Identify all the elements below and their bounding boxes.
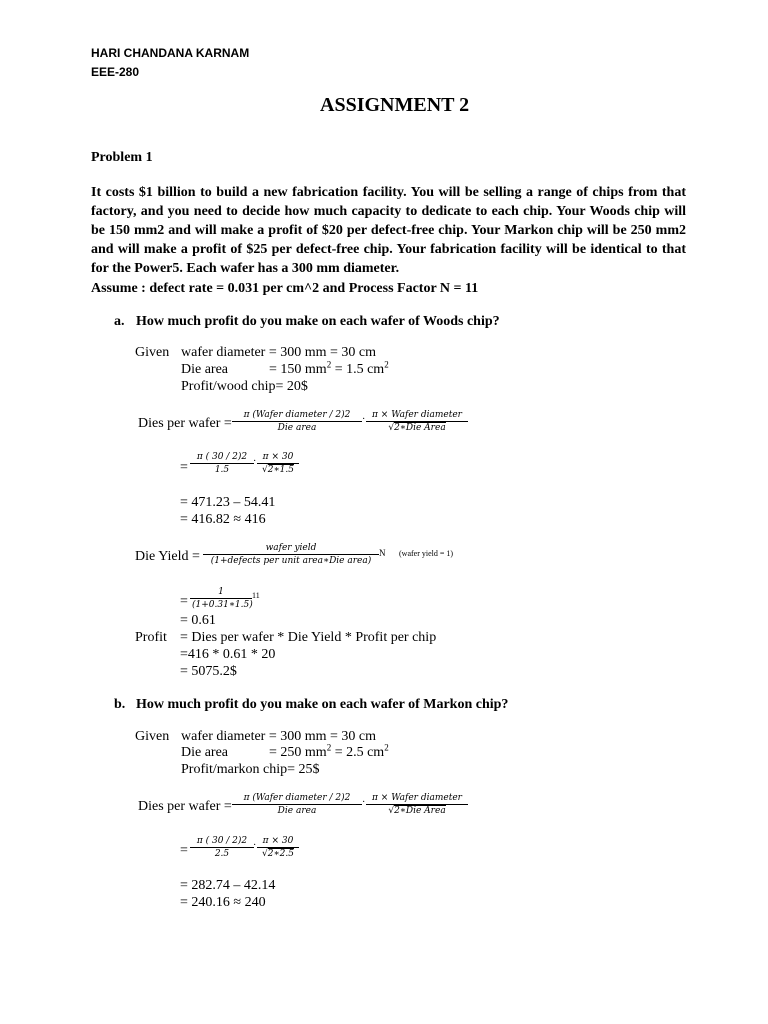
sub-fraction-1-b: $\frac{\pi ( 30 / 2)2}{2.5}$ [190, 836, 254, 860]
course-code: EEE-280 [91, 65, 140, 79]
die-yield-label: Die Yield = [135, 549, 200, 564]
yield-sub-equals: = [180, 594, 188, 609]
dpw-fraction-2-b: π × Wafer diameter √2∗Die Area [366, 793, 468, 817]
given-profit-b: Profit/markon chip= 25$ [181, 762, 320, 777]
die-yield-fraction: wafer yield (1+defects per unit area∗Die area) [203, 543, 379, 567]
page-title: ASSIGNMENT 2 [320, 94, 470, 116]
result-line-2-b: = 240.16 ≈ 240 [180, 895, 266, 910]
sub-dot: · [253, 456, 257, 467]
yield-sub-exponent: 11 [252, 591, 260, 600]
given-label: Given [135, 345, 170, 360]
profit-result: = 5075.2$ [180, 664, 237, 679]
given-profit: Profit/wood chip= 20$ [181, 379, 308, 394]
given-die-area-value: = 150 $mm^2 = 1.5$ $cm^2$ [269, 359, 389, 377]
part-b-question: How much profit do you make on each wafer of Markon chip? [136, 697, 509, 712]
dpw-dot-b: · [362, 797, 366, 808]
sub-fraction-1: $\frac{\pi ( 30 / 2)2}{1.5}$ [190, 452, 254, 476]
part-b-marker: b. [114, 697, 126, 712]
problem-heading: Problem 1 [91, 150, 153, 165]
given-die-area-label: Die area [181, 362, 229, 377]
dpw-fraction-1: π (Wafer diameter / 2)2 Die area [232, 410, 362, 434]
profit-substitution: =416 * 0.61 * 20 [180, 647, 276, 662]
profit-label: Profit [135, 630, 167, 645]
yield-sub-fraction: $\frac{1}{(1+0.31∗1.5)}$ [192, 587, 253, 610]
part-a-question: How much profit do you make on each wafer of Woods chip? [136, 314, 500, 329]
yield-result: = 0.61 [180, 613, 216, 628]
profit-formula: = Dies per wafer * Die Yield * Profit per chip [180, 630, 437, 645]
author-name: HARI CHANDANA KARNAM [91, 46, 250, 60]
given-wafer-diameter: wafer diameter = 300 mm = 30 cm [181, 345, 377, 360]
sub-fraction-2: $\frac{\pi \times 30}{√2∗1.5}$ [257, 452, 299, 476]
wafer-yield-note: (wafer yield = 1) [399, 549, 454, 558]
dies-per-wafer-label-b: Dies per wafer = [138, 799, 232, 814]
part-a-marker: a. [114, 314, 125, 329]
problem-statement: It costs $1 billion to build a new fabrication facility. You will be selling a range of chips from that factory, and you need to decide how much capacity to dedicate to each chip. Your Woods chip will be 150 mm2 and will make a profit of $20 per defect-free chip. Your Markon chip will be 250 mm2 and will make a profit of $25 per defect-free chip. Your fabrication facility will be identical to that for the Power5. Each wafer has a 300 mm diameter. [91, 185, 686, 276]
dpw-fraction-2: π × Wafer diameter √2∗Die Area [366, 410, 468, 434]
given-label-b: Given [135, 729, 170, 744]
sub-equals-b: = [180, 843, 188, 858]
sub-equals: = [180, 460, 188, 475]
result-line-1-b: = 282.74 – 42.14 [180, 878, 276, 893]
sub-dot-b: · [253, 840, 257, 851]
result-line-2: = 416.82 ≈ 416 [180, 512, 266, 527]
given-wafer-diameter-b: wafer diameter = 300 mm = 30 cm [181, 729, 377, 744]
dpw-dot: · [362, 414, 366, 425]
result-line-1: = 471.23 – 54.41 [180, 495, 276, 510]
dies-per-wafer-label: Dies per wafer = [138, 416, 232, 431]
given-die-area-label-b: Die area [181, 745, 229, 760]
assumptions: Assume : defect rate = 0.031 per cm^2 and Process Factor N = 11 [91, 281, 479, 296]
dpw-fraction-1-b: π (Wafer diameter / 2)2 Die area [232, 793, 362, 817]
sub-fraction-2-b: $\frac{\pi \times 30}{√2∗2.5}$ [257, 836, 299, 860]
die-yield-exponent: N [379, 548, 386, 558]
given-die-area-value-b: = 250 $mm^2 = 2.5$ $cm^2$ [269, 742, 389, 760]
